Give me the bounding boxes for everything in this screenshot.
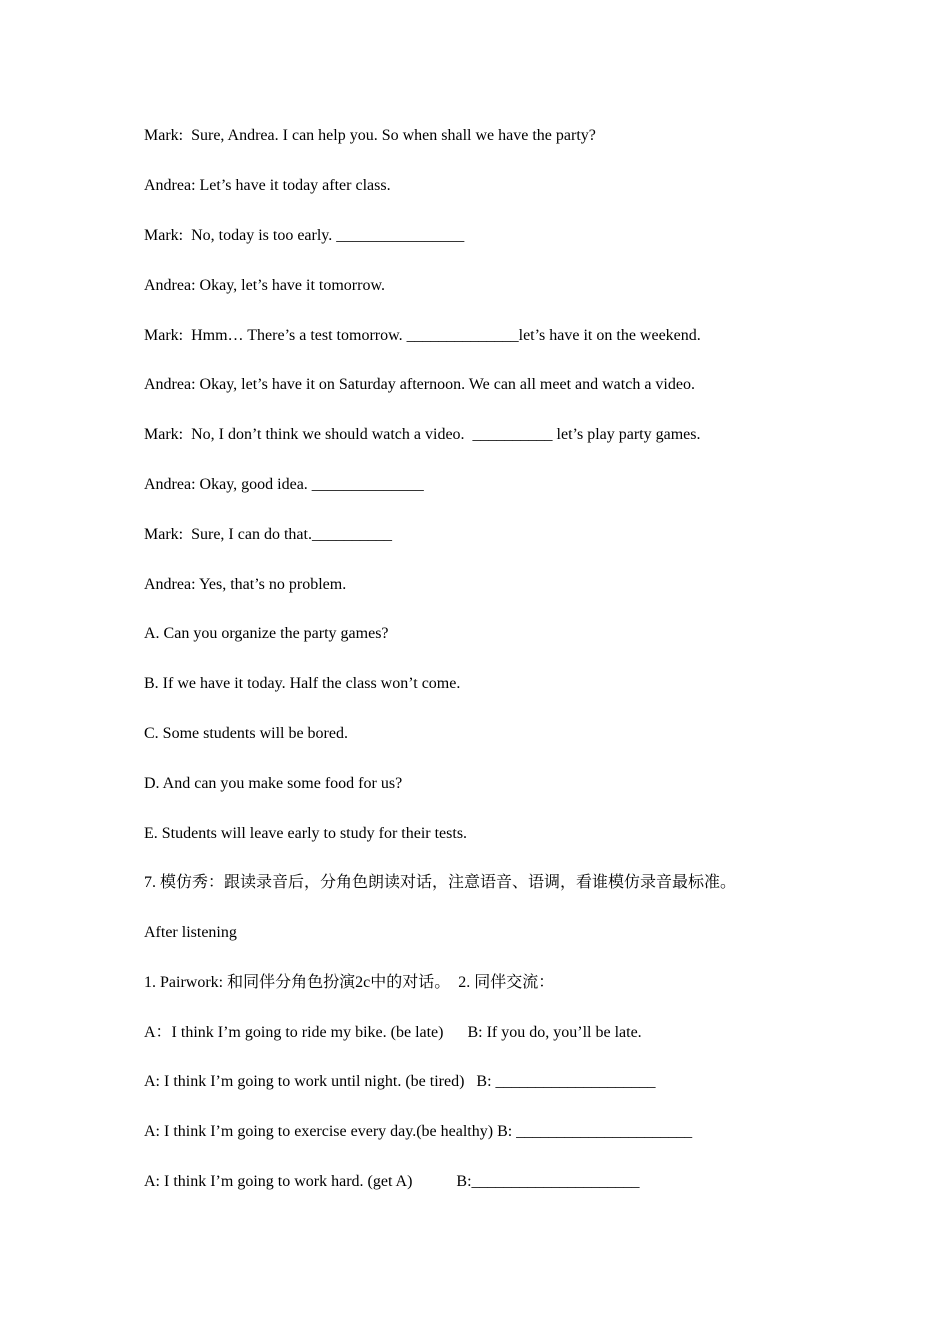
dialogue-line-mark-5: Mark: Sure, I can do that.__________ (144, 526, 392, 543)
option-c: C. Some students will be bored. (144, 725, 348, 742)
dialogue-line-mark-3: Mark: Hmm… There’s a test tomorrow. ______________let’s have it on the weekend. (144, 327, 701, 344)
option-d: D. And can you make some food for us? (144, 775, 403, 792)
dialogue-line-andrea-5: Andrea: Yes, that’s no problem. (144, 576, 347, 593)
dialogue-line-andrea-2: Andrea: Okay, let’s have it tomorrow. (144, 277, 385, 294)
instruction-pairwork: 1. Pairwork: 和同伴分角色扮演2c中的对话。 2. 同伴交流： (144, 974, 555, 991)
dialogue-line-andrea-1: Andrea: Let’s have it today after class. (144, 177, 391, 194)
option-e: E. Students will leave early to study for their tests. (144, 825, 468, 842)
exercise-line-1: A：I think I’m going to ride my bike. (be late) B: If you do, you’ll be late. (144, 1024, 642, 1041)
option-a: A. Can you organize the party games? (144, 625, 389, 642)
dialogue-line-mark-4: Mark: No, I don’t think we should watch a video. __________ let’s play party games. (144, 426, 701, 443)
exercise-line-2: A: I think I’m going to work until night. (be tired) B: ____________________ (144, 1073, 656, 1090)
section-heading-after-listening: After listening (144, 924, 237, 941)
exercise-line-3: A: I think I’m going to exercise every day.(be healthy) B: ______________________ (144, 1123, 693, 1140)
option-b: B. If we have it today. Half the class won’t come. (144, 675, 461, 692)
dialogue-line-mark-2: Mark: No, today is too early. ________________ (144, 227, 465, 244)
dialogue-line-mark-1: Mark: Sure, Andrea. I can help you. So when shall we have the party? (144, 127, 596, 144)
dialogue-line-andrea-4: Andrea: Okay, good idea. ______________ (144, 476, 424, 493)
dialogue-line-andrea-3: Andrea: Okay, let’s have it on Saturday afternoon. We can all meet and watch a video. (144, 376, 695, 393)
exercise-line-4: A: I think I’m going to work hard. (get A) B:_____________________ (144, 1173, 640, 1190)
instruction-imitation: 7. 模仿秀：跟读录音后，分角色朗读对话，注意语音、语调，看谁模仿录音最标准。 (144, 874, 737, 891)
